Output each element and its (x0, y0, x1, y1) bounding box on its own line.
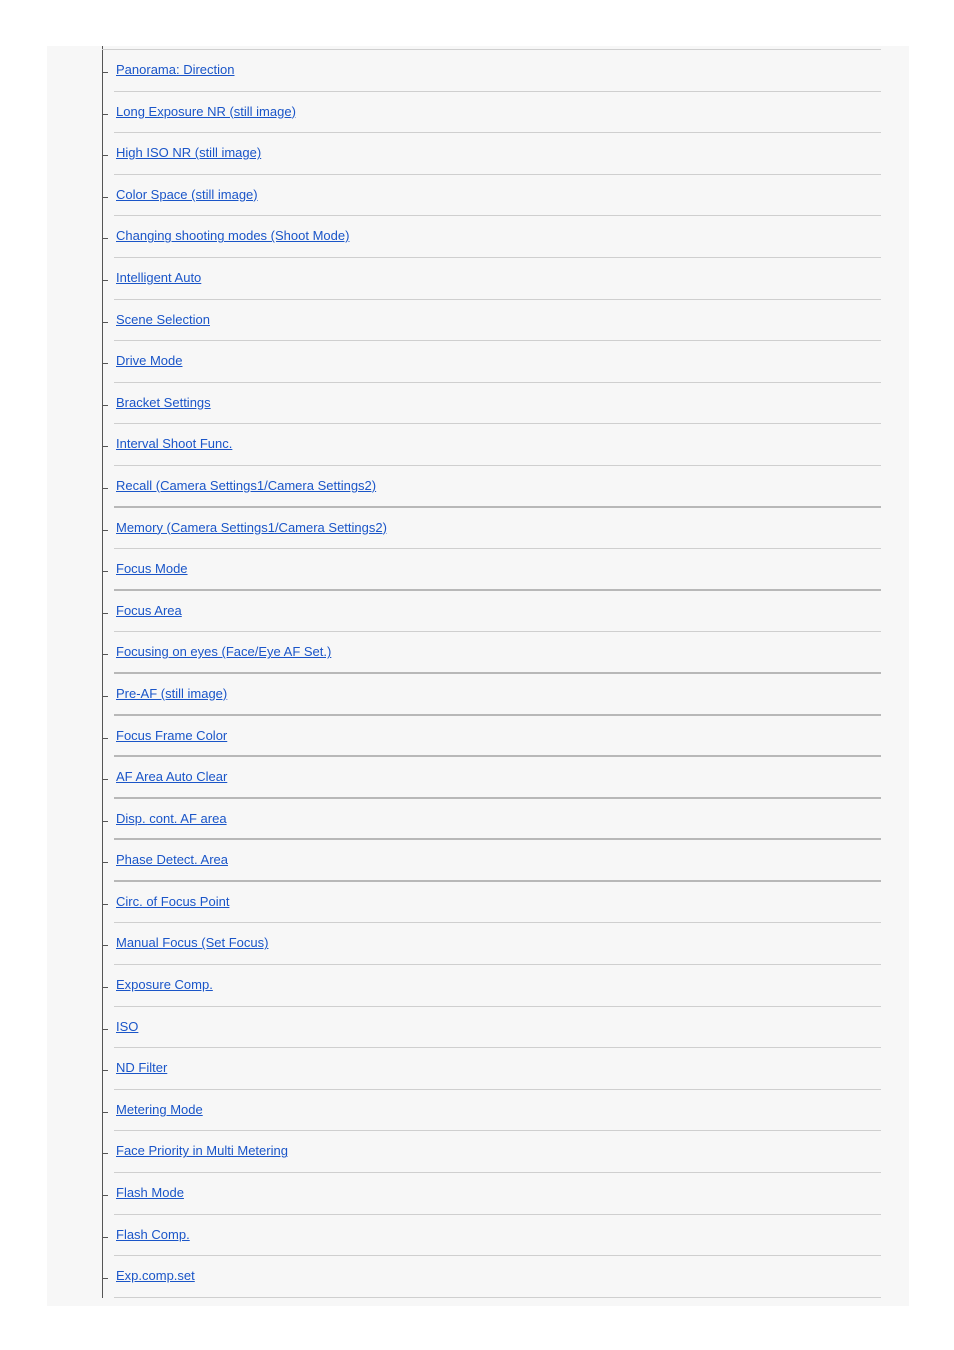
list-item (114, 591, 881, 633)
toc-link[interactable]: Flash Comp. (116, 1226, 190, 1242)
toc-link[interactable]: Focusing on eyes (Face/Eye AF Set.) (116, 644, 332, 660)
list-item (114, 1173, 881, 1215)
toc-link[interactable]: Memory (Camera Settings1/Camera Settings2) (116, 519, 387, 535)
list-item (114, 50, 881, 92)
toc-link[interactable]: ISO (116, 1018, 139, 1034)
toc-link[interactable]: Disp. cont. AF area (116, 810, 227, 826)
tree-branch (102, 363, 108, 364)
list-item (114, 632, 881, 674)
tree-branch (102, 696, 108, 697)
toc-link[interactable]: Face Priority in Multi Metering (116, 1143, 288, 1159)
list-item (114, 799, 881, 841)
toc-link[interactable]: Bracket Settings (116, 394, 211, 410)
tree-branch (102, 530, 108, 531)
toc-link[interactable]: Metering Mode (116, 1101, 203, 1117)
toc-link[interactable]: Manual Focus (Set Focus) (116, 935, 269, 951)
list-item (114, 133, 881, 175)
list-item (114, 965, 881, 1007)
toc-link[interactable]: Focus Area (116, 602, 182, 618)
tree-branch (102, 197, 108, 198)
toc-link[interactable]: Flash Mode (116, 1185, 184, 1201)
tree-branch (102, 987, 108, 988)
toc-link[interactable]: Pre-AF (still image) (116, 685, 228, 701)
tree-branch (102, 488, 108, 489)
toc-link[interactable]: Circ. of Focus Point (116, 893, 230, 909)
tree-branch (102, 904, 108, 905)
tree-branch (102, 862, 108, 863)
tree-branch (102, 738, 108, 739)
list-item (114, 757, 881, 799)
list-item (114, 674, 881, 716)
tree-branch (102, 1029, 108, 1030)
toc-link[interactable]: AF Area Auto Clear (116, 769, 228, 785)
tree-branch (102, 1112, 108, 1113)
list-item (114, 1007, 881, 1049)
list-item (114, 258, 881, 300)
tree-branch (102, 405, 108, 406)
tree-branch (102, 1237, 108, 1238)
toc-link[interactable]: Exposure Comp. (116, 977, 213, 993)
list-item (114, 175, 881, 217)
toc-link[interactable]: Scene Selection (116, 311, 210, 327)
list-item (114, 92, 881, 134)
tree-branch (102, 238, 108, 239)
list-item (114, 341, 881, 383)
list-item (114, 424, 881, 466)
tree-branch (102, 114, 108, 115)
list-item (114, 1048, 881, 1090)
list-item (114, 549, 881, 591)
toc-link[interactable]: Interval Shoot Func. (116, 436, 233, 452)
tree-branch (102, 821, 108, 822)
list-item (114, 300, 881, 342)
list-item (114, 466, 881, 508)
toc-link[interactable]: High ISO NR (still image) (116, 145, 262, 161)
tree-branch (102, 1278, 108, 1279)
tree-branch (102, 571, 108, 572)
tree-branch (102, 1195, 108, 1196)
toc-link[interactable]: Focus Mode (116, 561, 188, 577)
toc-link[interactable]: Panorama: Direction (116, 62, 235, 77)
toc-link[interactable]: Color Space (still image) (116, 186, 258, 202)
toc-link[interactable]: Intelligent Auto (116, 269, 202, 285)
tree-branch (102, 280, 108, 281)
list-item (114, 716, 881, 758)
tree-branch (102, 654, 108, 655)
tree-branch (102, 945, 108, 946)
list-item (114, 923, 881, 965)
list-item (114, 383, 881, 425)
list-item (114, 1131, 881, 1173)
tree-branch (102, 1153, 108, 1154)
toc-link[interactable]: Recall (Camera Settings1/Camera Settings2) (116, 477, 377, 493)
list-item (114, 882, 881, 924)
toc-link[interactable]: Exp.comp.set (116, 1268, 195, 1284)
list-item (114, 508, 881, 550)
list-item (114, 1090, 881, 1132)
toc-link[interactable]: ND Filter (116, 1060, 168, 1076)
toc-link[interactable]: Focus Frame Color (116, 727, 228, 743)
toc-link[interactable]: Changing shooting modes (Shoot Mode) (116, 228, 350, 244)
toc-link[interactable]: Drive Mode (116, 353, 183, 369)
tree-branch (102, 322, 108, 323)
tree-branch (102, 613, 108, 614)
toc-link[interactable]: Long Exposure NR (still image) (116, 103, 296, 119)
list-item (114, 216, 881, 258)
list-item (114, 840, 881, 882)
tree-branch (102, 1070, 108, 1071)
list-item (114, 1215, 881, 1257)
toc-list (102, 49, 881, 1298)
list-item (114, 1256, 881, 1298)
tree-branch (102, 779, 108, 780)
tree-branch (102, 446, 108, 447)
tree-branch (102, 72, 108, 73)
tree-branch (102, 155, 108, 156)
toc-link[interactable]: Phase Detect. Area (116, 852, 229, 868)
